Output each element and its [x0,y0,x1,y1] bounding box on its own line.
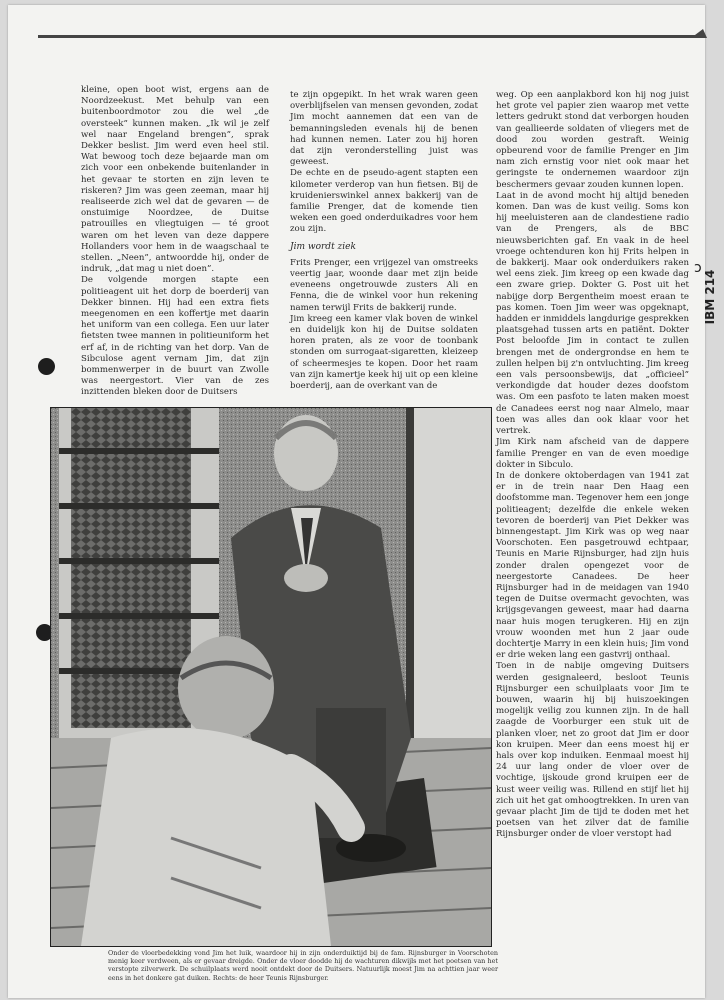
left-column-text: kleine, open boot wist, ergens aan de Noordzeekust. Met behulp van een buitenboordmotor zou die wel „de oversteek” kunnen maken. „Ik wil je zelf wel naar Engeland brengen”, sprak Dekker beslist. Jim werd even heel stil. Wat bewoog toch deze bejaarde man om zich voor een onbekende buitenlander in het gevaar te storten en zijn leven te riskeren? Jim was geen zeeman, maar hij realiseerde zich wel dat de gevaren — de onstuimige Noordzee, de Duitse patrouilles en vliegtuigen — té groot waren om het leven van deze dappere Hollanders voor hem in de waagschaal te stellen. „Neen”, antwoordde hij, onder de indruk, „dat mag u niet doen”. De volgende morgen stapte een politieagent uit het dorp de boerderij van Dekker binnen. Hij had een extra fiets meegenomen en een koffertje met daarin het uniform van een collega. Een uur later fietsten twee mannen in politieuniform het erf af, in de richting van het dorp. Van de Sibculose agent vernam Jim, dat zijn bommenwerper in de buurt van Zwolle was neergestort. Vier van de zes inzittenden bleken door de Duitsers [81,85,269,398]
middle-column-bottom-text: Frits Prenger, een vrijgezel van omstreeks veertig jaar, woonde daar met zijn beide eveneens ongetrouwde zusters Ali en Fenna, die de winkel voor hun rekening namen terwijl Frits de bakkerij runde. Jim kreeg een kamer vlak boven de winkel en duidelijk kon hij de Duitse soldaten horen praten, als ze voor de toonbank stonden om surrogaat-sigaretten, kleizeep of scheermesjes te kopen. Door het raam van zijn kamertje keek hij uit op een kleine boerderij, aan de overkant van de [290,257,478,392]
right-column [496,90,689,890]
left-column [81,85,269,403]
photo-illustration [51,408,491,946]
middle-column-top-text: te zijn opgepikt. In het wrak waren geen overblijfselen van mensen gevonden, zodat Jim mocht aannemen dat een van de bemanningsleden evenals hij de benen had kunnen nemen. Later zou hij horen dat zijn veronderstelling juist was geweest. De echte en de pseudo-agent stapten een kilometer verderop van hun fietsen. Bij de kruidenierswinkel annex bakkerij van de familie Prenger, dat de komende tien weken een goed onderduikadres voor hem zou zijn. [290,90,478,235]
side-label [696,260,724,350]
newspaper-photo [50,407,492,947]
side-mark: ↄ [694,260,702,276]
right-column-text: weg. Op een aanplakbord kon hij nog juist het grote vel papier zien waarop met vette letters gedrukt stond dat verborgen houden van geallieerde soldaten of vliegers met de dood zou worden gestraft. Weinig opbeurend voor de familie Prenger en Jim nam zich ernstig voor niet ook maar het geringste te ondernemen waardoor zijn beschermers gevaar zouden kunnen lopen. Laat in de avond mocht hij altijd beneden komen. Dan was de kust veilig. Soms kon hij meeluisteren aan de clandestiene radio van de Prengers, als de BBC nieuwsberichten gaf. En vaak in de heel vroege ochtenduren kon hij Frits helpen in de bakkerij. Maar ook onderduikers raken wel eens ziek. Jim kreeg op een kwade dag een zware griep. Dokter G. Post uit het nabijge dorp Bergentheim moest eraan te pas komen. Toen Jim weer was opgeknapt, hadden er inmiddels langdurige gesprekken plaatsgehad tussen arts en patiënt. Dokter Post beloofde Jim in contact te zullen brengen met de ondergrondse en hem te zullen helpen bij z'n ontvluchting. Jim kreeg een vals persoonsbewijs, dat „officieel” verkondigde dat houder dezes doofstom was. Om een pasfoto te laten maken moest de Canadees eerst nog naar Almelo, maar toen was alles dan ook klaar voor het vertrek. Jim Kirk nam afscheid van de dappere familie Prenger en van de even moedige dokter in Sibculo. In de donkere oktoberdagen van 1941 zat er in de trein naar Den Haag een doofstomme man. Tegenover hem een jonge politieagent; dezelfde die enkele weken tevoren de boerderij van Piet Dekker was binnengestapt. Jim Kirk was op weg naar Voorschoten. Een pasgetrouwd echtpaar, Teunis en Marie Rijnsburger, had zijn huis zonder dralen opengezet voor de neergestorte Canadees. De heer Rijnsburger had in de meidagen van 1940 tegen de Duitse overmacht gevochten, was krijgsgevangen geweest, maar had daarna naar huis mogen terugkeren. Hij en zijn vrouw woonden met hun 2 jaar oude dochtertje Marry in een klein huis; Jim vond er drie weken lang een gastvrij onthaal. Toen in de nabije omgeving Duitsers werden gesignaleerd, besloot Teunis Rijnsburger een schuilplaats voor Jim te bouwen, waarin hij bij huiszoekingen mogelijk veilig zou kunnen zijn. In de hall zaagde de Voorburger een stuk uit de planken vloer, net zo groot dat Jim er door kon kruipen. Meer dan eens moest hij er hals over kop induiken. Eenmaal moest hij 24 uur lang onder de vloer over de vochtige, ijskoude grond kruipen eer de kust weer veilig was. Rillend en stijf liet hij zich uit het gat omhoogtrekken. In uren van gevaar placht Jim de tijd te doden met het poetsen van het zilver dat de familie Rijnsburger onder de vloer verstopt had [496,90,689,840]
header-rule [38,35,703,38]
rule-arrow [691,29,707,38]
photo-caption: Onder de vloerbedekking vond Jim het luik, waardoor hij in zijn onderduiktijd bij de fam. Rijnsburger in Voorschoten menig keer verdween, als er gevaar dreigde. Onder de vloer doodde hij de wachturen dikwijls met het poetsen van het verstopte zilverwerk. De schuilplaats werd nooit ontdekt door de Duitsers. Natuurlijk moest Jim na achttien jaar weer eens in het donkere gat duiken. Rechts: de heer Teunis Rijnsburger. [108,949,498,982]
archive-number: IBM 214 [703,269,717,325]
middle-column [290,90,478,403]
document-page [8,5,717,998]
section-heading: Jim wordt ziek [290,241,356,252]
punch-hole-top [38,358,55,375]
